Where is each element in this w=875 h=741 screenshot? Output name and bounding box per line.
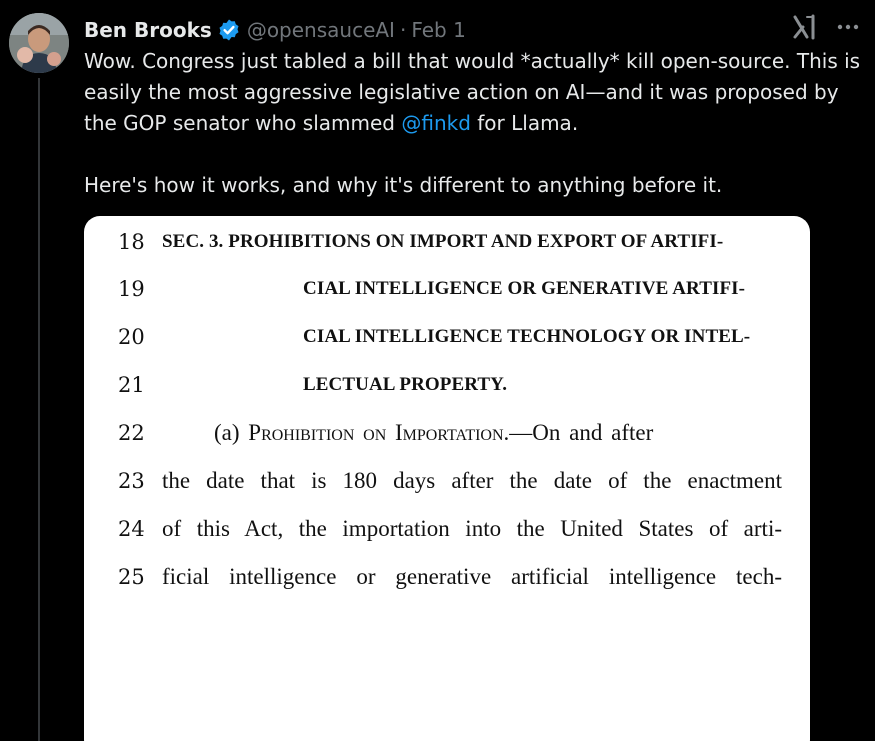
line-text: (a) Prohibition on Importation.—On and after (214, 420, 654, 445)
line-number: 19 (118, 277, 145, 301)
doc-line (84, 562, 810, 592)
doc-line (84, 274, 810, 304)
tweet-date[interactable]: Feb 1 (411, 18, 466, 42)
line-text: of this Act, the importation into the United States of arti- (162, 516, 782, 541)
line-text: CIAL INTELLIGENCE TECHNOLOGY OR INTEL- (303, 326, 751, 347)
line-number: 25 (118, 565, 145, 589)
doc-line (84, 370, 810, 400)
line-text: ficial intelligence or generative artificial intelligence tech- (162, 564, 782, 589)
mention-link[interactable]: @finkd (401, 111, 471, 135)
grok-icon[interactable] (791, 12, 821, 42)
line-number: 24 (118, 517, 145, 541)
tweet-paragraph-1 (84, 46, 864, 139)
line-text: SEC. 3. PROHIBITIONS ON IMPORT AND EXPORT OF ARTIFI- (162, 231, 724, 252)
tweet-paragraph-2: Here's how it works, and why it's different to anything before it. (84, 173, 723, 197)
header-actions (791, 12, 861, 42)
tweet-text (84, 46, 864, 201)
doc-line (84, 418, 810, 448)
line-number: 22 (118, 421, 145, 445)
author-name[interactable]: Ben Brooks (84, 18, 212, 42)
line-number: 23 (118, 469, 145, 493)
header-separator: · (399, 18, 407, 42)
avatar[interactable] (9, 13, 69, 73)
thread-line (38, 78, 40, 741)
verified-badge-icon (217, 18, 241, 42)
line-number: 18 (118, 230, 145, 254)
tweet-text-part2: for Llama. (470, 111, 579, 135)
line-number: 21 (118, 373, 145, 397)
line-number: 20 (118, 325, 145, 349)
more-options-icon[interactable] (835, 14, 861, 40)
line-text: the date that is 180 days after the date of the enactment (162, 468, 782, 493)
line-text: LECTUAL PROPERTY. (303, 374, 508, 395)
tweet-text-part1: Wow. Congress just tabled a bill that would *actually* kill open-source. This is easily the most aggressive legislative action on AI—and it was proposed by the GOP senator who slammed (84, 49, 861, 135)
doc-line (84, 322, 810, 352)
doc-line (84, 514, 810, 544)
doc-line (84, 466, 810, 496)
tweet-header (84, 14, 466, 46)
line-text: CIAL INTELLIGENCE OR GENERATIVE ARTIFI- (303, 278, 746, 299)
author-handle[interactable]: @opensauceAI (246, 18, 395, 42)
doc-line (84, 227, 810, 257)
document-image[interactable] (84, 216, 810, 741)
